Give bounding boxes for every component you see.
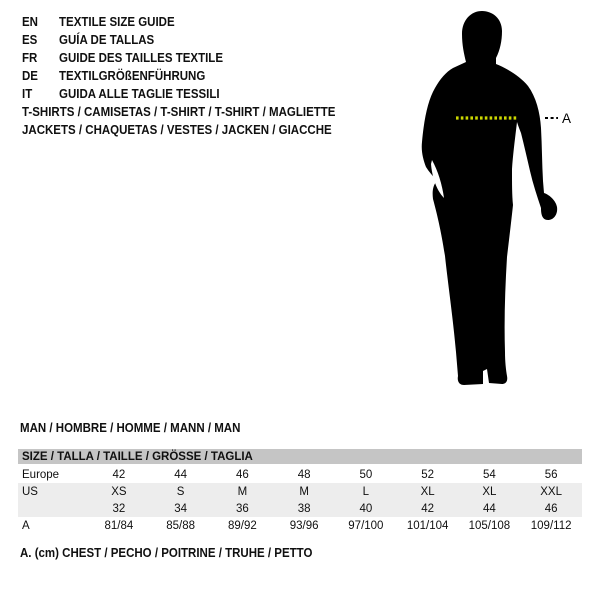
size-cell: 34 [150, 500, 212, 517]
size-cell: L [335, 483, 397, 500]
size-cell: 40 [335, 500, 397, 517]
size-cell: 42 [112, 468, 126, 481]
size-table [18, 449, 582, 534]
row-label: US [18, 483, 88, 500]
silhouette-path [422, 11, 557, 385]
language-code: IT [22, 87, 33, 101]
footnote-chest-measure: A. (cm) CHEST / PECHO / POITRINE / TRUHE / PETTO [20, 546, 313, 560]
man-silhouette-svg [390, 0, 580, 395]
man-silhouette-figure [390, 0, 580, 395]
size-cell: M [212, 483, 274, 500]
size-cell: 44 [459, 500, 521, 517]
size-cell: 36 [212, 500, 274, 517]
language-code: FR [22, 51, 38, 65]
language-code: ES [22, 33, 38, 47]
size-cell: 81/84 [104, 519, 134, 532]
table-row-europe [18, 465, 582, 483]
table-row-us [18, 483, 582, 500]
size-table-header-row [18, 449, 582, 465]
size-cell: XS [88, 483, 150, 500]
size-cell: 89/92 [227, 519, 257, 532]
size-cell: 54 [482, 468, 496, 481]
size-cell: 56 [544, 468, 558, 481]
language-code: DE [22, 69, 38, 83]
table-row-chest-a [18, 517, 582, 534]
language-row-it [22, 85, 237, 103]
size-cell: 32 [88, 500, 150, 517]
size-cell: 44 [174, 468, 188, 481]
size-cell: 50 [359, 468, 373, 481]
category-line-tshirts: T-SHIRTS / CAMISETAS / T-SHIRT / T-SHIRT / MAGLIETTE [22, 105, 336, 119]
size-cell: 101/104 [406, 519, 449, 532]
size-cell: 109/112 [530, 519, 572, 532]
size-cell: XXL [520, 483, 582, 500]
language-label: TEXTILE SIZE GUIDE [59, 15, 175, 29]
language-row-de [22, 67, 237, 85]
language-list [22, 13, 237, 103]
size-cell: S [150, 483, 212, 500]
table-row-us-numeric [18, 500, 582, 517]
language-label: GUIDA ALLE TAGLIE TESSILI [59, 87, 220, 101]
row-label: A [22, 519, 30, 532]
size-cell: 93/96 [289, 519, 319, 532]
language-label: GUÍA DE TALLAS [59, 33, 155, 47]
measure-label-a: A [562, 111, 572, 126]
section-title-man: MAN / HOMBRE / HOMME / MANN / MAN [20, 421, 241, 435]
category-line-jackets: JACKETS / CHAQUETAS / VESTES / JACKEN / GIACCHE [22, 123, 332, 137]
size-cell: 46 [520, 500, 582, 517]
size-cell: 52 [421, 468, 435, 481]
row-label: Europe [22, 468, 60, 481]
size-cell: 105/108 [468, 519, 511, 532]
size-cell: XL [397, 483, 459, 500]
category-list [22, 103, 363, 139]
size-cell: 48 [297, 468, 311, 481]
language-row-es [22, 31, 237, 49]
language-code: EN [22, 15, 38, 29]
size-cell: 97/100 [348, 519, 384, 532]
size-cell: 42 [397, 500, 459, 517]
language-row-en [22, 13, 237, 31]
size-cell: 85/88 [166, 519, 196, 532]
language-label: TEXTILGRÖßENFÜHRUNG [59, 69, 206, 83]
size-cell: 38 [273, 500, 335, 517]
row-label [18, 500, 88, 517]
size-table-header: SIZE / TALLA / TAILLE / GRÖSSE / TAGLIA [18, 449, 582, 465]
size-cell: 46 [235, 468, 249, 481]
size-cell: M [273, 483, 335, 500]
language-label: GUIDE DES TAILLES TEXTILE [59, 51, 224, 65]
language-row-fr [22, 49, 237, 67]
size-cell: XL [459, 483, 521, 500]
